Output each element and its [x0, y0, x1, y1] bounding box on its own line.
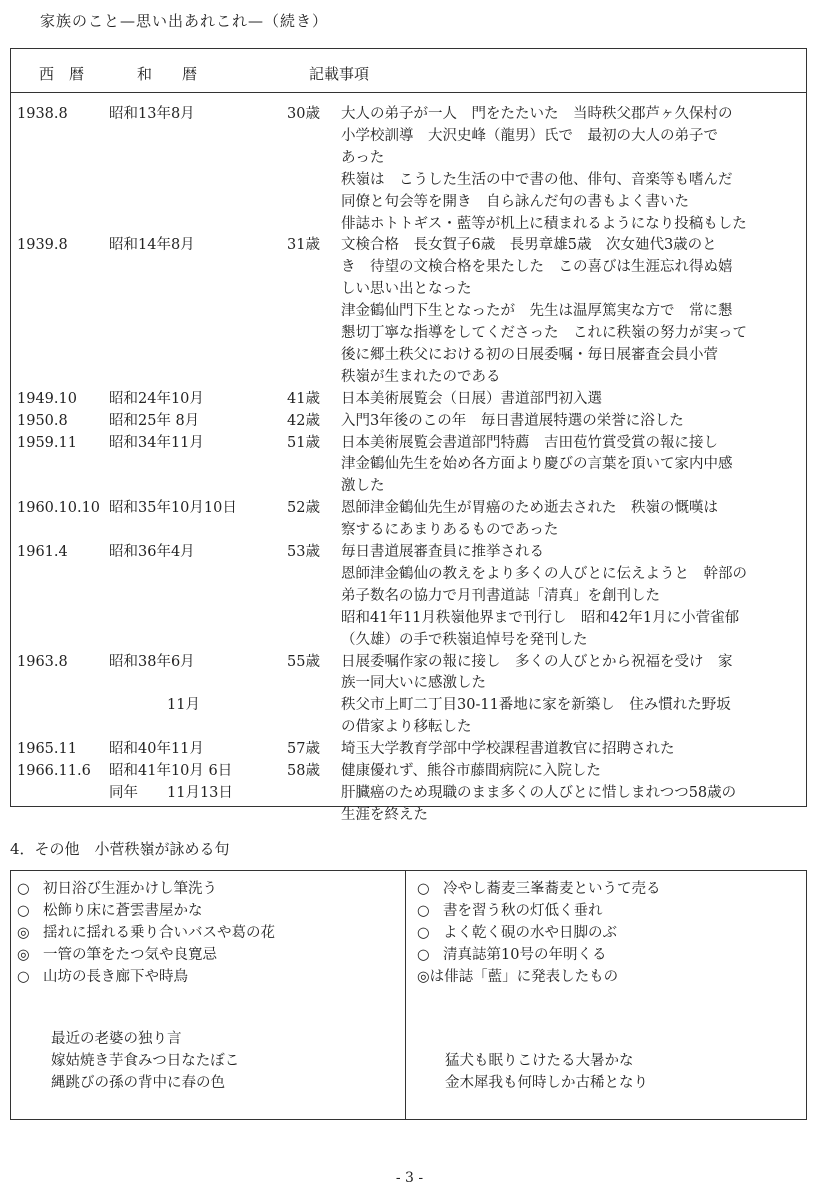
haiku-mark: ○	[417, 903, 430, 919]
cell-age: 41歳	[287, 390, 320, 407]
extra-haiku-line: 嫁姑焼き芋食みつ日なたぼこ	[51, 1053, 240, 1069]
cell-note: 秩父市上町二丁目30-11番地に家を新築し 住み慣れた野坂	[341, 697, 731, 714]
cell-note: （久雄）の手で秩嶺追悼号を発刊した	[341, 631, 588, 648]
cell-japanese-date: 昭和40年11月	[109, 741, 204, 758]
haiku-mark: ◎	[17, 947, 30, 963]
cell-west: 1961.4	[17, 544, 68, 560]
cell-note: き 待望の文検合格を果たした この喜びは生涯忘れ得ぬ嬉	[341, 259, 733, 276]
haiku-line	[17, 901, 203, 922]
cell-west: 1939.8	[17, 237, 68, 254]
cell-west: 1950.8	[17, 412, 68, 429]
header-west: 西 暦	[39, 65, 85, 83]
cell-note: しい思い出となった	[341, 281, 472, 298]
section-heading: 4．その他 小菅秩嶺が詠める句	[10, 840, 230, 858]
cell-west: 1966.11.6	[17, 763, 91, 779]
cell-age: 51歳	[287, 434, 320, 451]
cell-note: 昭和41年11月秩嶺他界まで刊行し 昭和42年1月に小菅雀郁	[341, 609, 740, 626]
cell-japanese-date: 昭和34年11月	[109, 434, 204, 451]
extra-haiku-line: 猛犬も眠りこけたる大暑かな	[445, 1053, 634, 1069]
cell-japanese-date: 11月	[109, 697, 200, 714]
cell-note: 津金鶴仙先生を始め各方面より慶びの言葉を頂いて家内中感	[341, 456, 733, 473]
haiku-line	[417, 923, 617, 944]
cell-note: 日本美術展覧会（日展）書道部門初入選	[341, 390, 602, 407]
cell-note: 文検合格 長女賀子6歳 長男章雄5歳 次女廸代3歳のと	[341, 237, 717, 254]
cell-west: 1949.10	[17, 390, 77, 407]
cell-note: あった	[341, 149, 385, 166]
cell-note: 毎日書道展審査員に推挙される	[341, 544, 544, 560]
haiku-line	[17, 967, 188, 988]
haiku-mark: ◎	[17, 925, 30, 941]
cell-japanese-date: 昭和24年10月	[109, 390, 204, 407]
cell-age: 53歳	[287, 544, 320, 560]
haiku-mark: ○	[17, 903, 30, 919]
cell-west: 1960.10.10	[17, 500, 101, 517]
cell-note: 秩嶺が生まれたのである	[341, 368, 501, 385]
cell-japanese-date: 昭和13年8月	[109, 106, 195, 122]
header-notes: 記載事項	[309, 65, 370, 83]
page-number: - 3 -	[395, 1170, 424, 1186]
haiku-text: 山坊の長き廊下や時鳥	[43, 969, 188, 985]
cell-age: 58歳	[287, 763, 320, 779]
cell-note: 健康優れず、熊谷市藤間病院に入院した	[341, 763, 601, 779]
cell-west: 1963.8	[17, 653, 68, 670]
cell-note: 小学校訓導 大沢史峰（龍男）氏で 最初の大人の弟子で	[341, 127, 718, 144]
extra-haiku-line: 最近の老婆の独り言	[51, 1031, 182, 1047]
cell-note: 大人の弟子が一人 門をたたいた 当時秩父郡芦ヶ久保村の	[341, 106, 733, 122]
cell-japanese-date: 昭和25年 8月	[109, 412, 200, 429]
haiku-text: 書を習う秋の灯低く垂れ	[443, 903, 603, 919]
cell-note: 俳誌ホトトギス・藍等が机上に積まれるようになり投稿もした	[341, 215, 747, 232]
cell-note: 後に郷土秩父における初の日展委嘱・毎日展審査会員小菅	[341, 346, 718, 363]
header-japanese: 和 暦	[137, 65, 198, 83]
haiku-mark: ○	[417, 881, 430, 897]
cell-west: 1959.11	[17, 434, 77, 451]
header-divider	[11, 92, 806, 93]
cell-age: 30歳	[287, 106, 320, 122]
cell-note: 恩師津金鶴仙先生が胃癌のため逝去された 秩嶺の慨嘆は	[341, 500, 718, 517]
cell-note: 肝臓癌のため現職のまま多くの人びとに惜しまれつつ58歳の	[341, 784, 737, 801]
cell-japanese-date: 昭和36年4月	[109, 544, 195, 560]
haiku-text: 松飾り床に蒼雲書屋かな	[43, 903, 203, 919]
cell-japanese-date: 同年 11月13日	[109, 784, 233, 801]
haiku-text: ◎は俳誌「藍」に発表したもの	[417, 969, 619, 985]
cell-note: 日展委嘱作家の報に接し 多くの人びとから祝福を受け 家	[341, 653, 733, 670]
cell-note: 秩嶺は こうした生活の中で書の他、俳句、音楽等も嗜んだ	[341, 171, 733, 188]
chronology-table	[10, 48, 807, 823]
extra-haiku-line: 縄跳びの孫の背中に春の色	[51, 1075, 225, 1091]
cell-age: 42歳	[287, 412, 320, 429]
cell-note: 同僚と句会等を開き 自ら詠んだ句の書もよく書いた	[341, 193, 689, 210]
haiku-line	[417, 879, 661, 900]
haiku-text: 一管の筆をたつ気や良寛忌	[43, 947, 217, 963]
cell-age: 57歳	[287, 741, 320, 758]
haiku-mark: ○	[17, 969, 30, 985]
cell-west: 1938.8	[17, 106, 68, 122]
haiku-text: よく乾く硯の水や日脚のぶ	[443, 925, 617, 941]
cell-japanese-date: 昭和38年6月	[109, 653, 195, 670]
haiku-line	[417, 945, 606, 966]
cell-japanese-date: 昭和41年10月 6日	[109, 763, 233, 779]
haiku-mark: ○	[417, 947, 430, 963]
haiku-line	[17, 879, 217, 900]
haiku-mark: ○	[17, 881, 30, 897]
extra-haiku-line: 金木犀我も何時しか古稀となり	[445, 1075, 648, 1091]
cell-note: 津金鶴仙門下生となったが 先生は温厚篤実な方で 常に懇	[341, 303, 733, 320]
haiku-text: 揺れに揺れる乗り合いバスや葛の花	[43, 925, 275, 941]
cell-note: 族一同大いに感激した	[341, 675, 486, 692]
cell-note: 察するにあまりあるものであった	[341, 522, 559, 539]
haiku-line	[17, 945, 217, 966]
haiku-text: 初日浴び生涯かけし筆洗う	[43, 881, 217, 897]
haiku-line	[417, 901, 603, 922]
cell-note: 激した	[341, 478, 385, 495]
cell-note: 埼玉大学教育学部中学校課程書道教官に招聘された	[341, 741, 675, 758]
cell-west: 1965.11	[17, 741, 77, 758]
cell-note: 日本美術展覧会書道部門特薦 吉田苞竹賞受賞の報に接し	[341, 434, 718, 451]
cell-japanese-date: 昭和14年8月	[109, 237, 195, 254]
haiku-line	[17, 923, 275, 944]
cell-note: 入門3年後のこの年 毎日書道展特選の栄誉に浴した	[341, 412, 684, 429]
haiku-text: 冷やし蕎麦三峯蕎麦というて売る	[443, 881, 661, 897]
cell-age: 55歳	[287, 653, 320, 670]
haiku-box	[10, 870, 807, 1120]
cell-note: 弟子数名の協力で月刊書道誌「清真」を創刊した	[341, 587, 660, 604]
cell-age: 31歳	[287, 237, 320, 254]
cell-note: 懇切丁寧な指導をしてくださった これに秩嶺の努力が実って	[341, 325, 747, 341]
cell-note: 生涯を終えた	[341, 806, 428, 823]
page-title: 家族のこと—思い出あれこれ—（続き）	[40, 12, 329, 30]
column-divider	[405, 871, 406, 1119]
haiku-line	[417, 967, 618, 988]
haiku-text: 清真誌第10号の年明くる	[443, 947, 607, 963]
cell-japanese-date: 昭和35年10月10日	[109, 500, 237, 517]
cell-note: 恩師津金鶴仙の教えをより多くの人びとに伝えようと 幹部の	[341, 565, 747, 582]
cell-note: の借家より移転した	[341, 719, 472, 736]
haiku-mark: ○	[417, 925, 430, 941]
cell-age: 52歳	[287, 500, 320, 517]
